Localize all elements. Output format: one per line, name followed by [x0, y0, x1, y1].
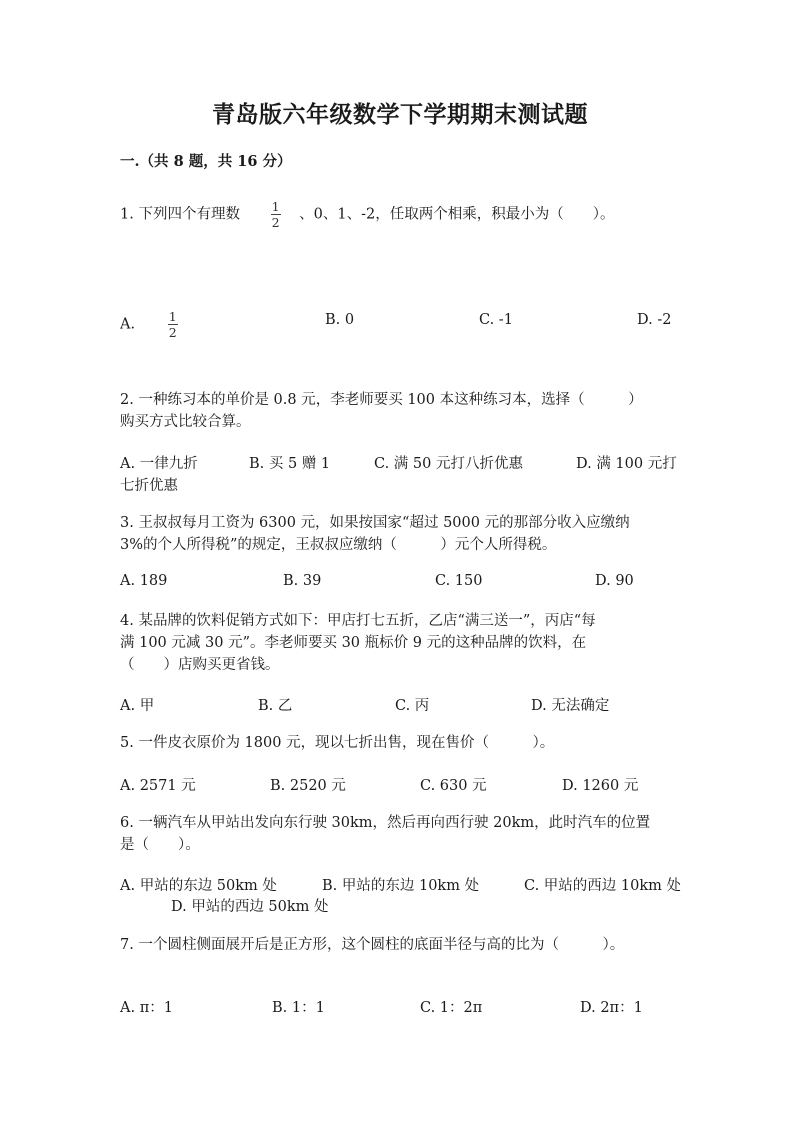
question-3-stem	[120, 512, 630, 556]
question-3-option-a: A. 189	[120, 573, 168, 589]
question-2-stem	[120, 389, 643, 433]
question-7-option-c: C. 1：2π	[420, 1000, 483, 1016]
fraction-numerator: 1	[168, 309, 177, 324]
question-6-line-1: 6. 一辆汽车从甲站出发向东行驶 30km，然后再向西行驶 20km，此时汽车的位置	[120, 815, 651, 831]
question-1-fraction	[271, 200, 281, 229]
question-1-stem	[120, 200, 615, 229]
question-4-option-a: A. 甲	[120, 698, 155, 714]
question-3-line-2: 3%的个人所得税”的规定，王叔叔应缴纳（ ）元个人所得税。	[120, 537, 557, 553]
question-4-line-2: 满 100 元减 30 元”。李老师要买 30 瓶标价 9 元的这种品牌的饮料，在	[120, 635, 587, 651]
question-3-line-1: 3. 王叔叔每月工资为 6300 元，如果按国家“超过 5000 元的那部分收入应缴纳	[120, 515, 630, 531]
question-6-option-c: C. 甲站的西边 10km 处	[524, 878, 682, 894]
question-7-option-d: D. 2π：1	[580, 1000, 643, 1016]
question-6-option-a: A. 甲站的东边 50km 处	[120, 878, 277, 894]
question-1-option-d: D. -2	[637, 312, 672, 328]
question-3-option-d: D. 90	[595, 573, 634, 589]
question-5-line-1: 5. 一件皮衣原价为 1800 元，现以七折出售，现在售价（ ）。	[120, 735, 555, 751]
question-4-option-c: C. 丙	[395, 698, 430, 714]
question-3-option-b: B. 39	[283, 573, 322, 589]
question-5-stem	[120, 732, 554, 754]
question-7-option-b: B. 1：1	[272, 1000, 325, 1016]
question-4-line-1: 4. 某品牌的饮料促销方式如下：甲店打七五折，乙店“满三送一”，丙店“每	[120, 613, 596, 629]
question-1-prefix: 1. 下列四个有理数	[120, 206, 240, 223]
question-4-option-b: B. 乙	[258, 698, 293, 714]
question-5-option-c: C. 630 元	[420, 778, 487, 794]
question-5-option-d: D. 1260 元	[562, 778, 639, 794]
fraction-numerator: 1	[271, 199, 280, 214]
page-title: 青岛版六年级数学下学期期末测试题	[212, 101, 588, 128]
fraction-denominator: 2	[168, 325, 177, 340]
question-4-option-d: D. 无法确定	[531, 698, 610, 714]
question-6-option-b: B. 甲站的东边 10km 处	[322, 878, 480, 894]
question-2-line-2: 购买方式比较合算。	[120, 414, 251, 430]
question-4-stem	[120, 610, 596, 676]
fraction-denominator: 2	[271, 215, 280, 230]
question-1-option-a	[120, 310, 178, 339]
option-a-fraction	[168, 310, 178, 339]
question-2-option-a: A. 一律九折	[120, 456, 198, 472]
question-6-stem	[120, 812, 650, 856]
question-2-line-1: 2. 一种练习本的单价是 0.8 元，李老师要买 100 本这种练习本，选择（ ）	[120, 392, 643, 408]
question-1-option-b: B. 0	[325, 312, 355, 328]
question-7-stem	[120, 934, 624, 956]
question-3-option-c: C. 150	[435, 573, 483, 589]
option-a-label: A.	[120, 316, 136, 333]
question-5-option-a: A. 2571 元	[120, 778, 196, 794]
question-2-option-c: C. 满 50 元打八折优惠	[374, 456, 523, 472]
question-6-option-d: D. 甲站的西边 50km 处	[171, 899, 329, 915]
question-2-option-d: D. 满 100 元打	[576, 456, 677, 472]
question-7-option-a: A. π：1	[120, 1000, 173, 1016]
question-5-option-b: B. 2520 元	[270, 778, 346, 794]
question-4-line-3: （ ）店购买更省钱。	[120, 657, 280, 673]
section-heading: 一.（共 8 题，共 16 分）	[120, 153, 292, 170]
question-6-line-2: 是（ ）。	[120, 837, 200, 853]
question-1-option-c: C. -1	[479, 312, 513, 328]
question-7-line-1: 7. 一个圆柱侧面展开后是正方形，这个圆柱的底面半径与高的比为（ ）。	[120, 937, 625, 953]
question-2-option-b: B. 买 5 赠 1	[249, 456, 331, 472]
question-2-option-d-continued: 七折优惠	[120, 478, 178, 494]
question-1-suffix: 、0、1、-2，任取两个相乘，积最小为（ ）。	[299, 206, 615, 223]
